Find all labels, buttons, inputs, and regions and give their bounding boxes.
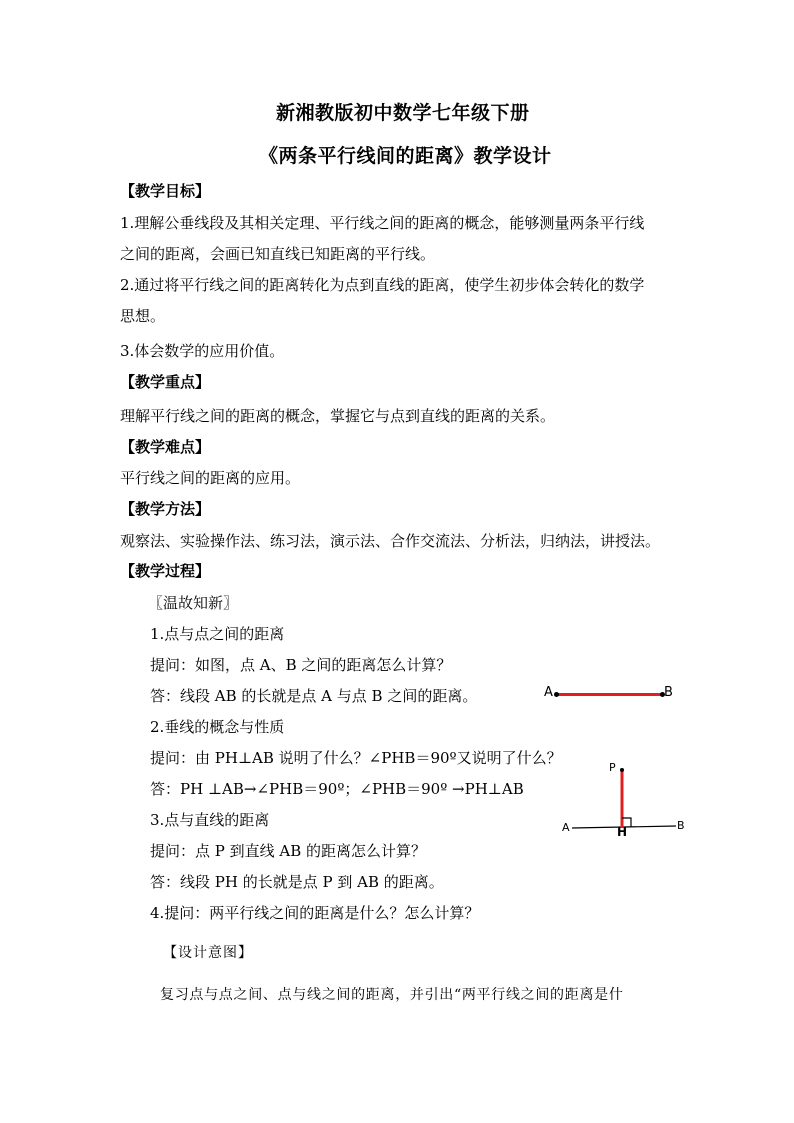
design-text: 复习点与点之间、点与线之间的距离，并引出“两平行线之间的距离是什 [160, 987, 624, 1003]
difficulty-heading: 【教学难点】 [120, 438, 211, 456]
point-h-label: H [617, 825, 628, 839]
point-b-label: B [664, 685, 673, 700]
method-text: 观察法、实验操作法、练习法，演示法、合作交流法、分析法，归纳法，讲授法。 [120, 532, 661, 550]
process-line: 3.点与直线的距离 [150, 811, 270, 829]
goals-line: 1.理解公垂线段及其相关定理、平行线之间的距离的概念，能够测量两条平行线 [120, 214, 645, 232]
goals-line: 之间的距离，会画已知直线已知距离的平行线。 [120, 245, 436, 263]
process-line: 答：线段 PH 的长就是点 P 到 AB 的距离。 [150, 873, 444, 891]
point-p-dot [620, 768, 624, 772]
process-line: 答：PH ⊥AB→∠PHB＝90º；∠PHB＝90º →PH⊥AB [150, 780, 524, 798]
process-heading: 【教学过程】 [120, 562, 211, 580]
figure-perpendicular [560, 760, 690, 840]
doc-title: 新湘教版初中数学七年级下册 [276, 102, 530, 124]
process-line: 答：线段 AB 的长就是点 A 与点 B 之间的距离。 [150, 687, 478, 705]
segment-ab [556, 693, 662, 696]
point-a-dot [554, 692, 559, 697]
goals-line: 2.通过将平行线之间的距离转化为点到直线的距离，使学生初步体会转化的数学 [120, 276, 645, 294]
difficulty-text: 平行线之间的距离的应用。 [120, 469, 301, 487]
point-b-label: B [677, 819, 685, 832]
point-p-label: P [609, 761, 616, 774]
key-heading: 【教学重点】 [120, 373, 211, 391]
process-line: 提问：点 P 到直线 AB 的距离怎么计算？ [150, 842, 427, 860]
review-label: 〖温故知新〗 [148, 594, 239, 612]
point-a-label: A [562, 821, 570, 834]
point-a-label: A [544, 685, 553, 700]
process-line: 2.垂线的概念与性质 [150, 718, 285, 736]
goals-line: 3.体会数学的应用价值。 [120, 342, 285, 360]
goals-line: 思想。 [120, 307, 166, 325]
process-line: 提问：如图，点 A、B 之间的距离怎么计算？ [150, 656, 452, 674]
key-text: 理解平行线之间的距离的概念，掌握它与点到直线的距离的关系。 [120, 407, 556, 425]
process-line: 4.提问：两平行线之间的距离是什么？怎么计算？ [150, 904, 480, 922]
method-heading: 【教学方法】 [120, 500, 211, 518]
goals-heading: 【教学目标】 [120, 182, 211, 200]
process-line: 提问：由 PH⊥AB 说明了什么？∠PHB＝90º又说明了什么？ [150, 749, 562, 767]
figure-segment-ab [540, 683, 680, 707]
process-line: 1.点与点之间的距离 [150, 625, 285, 643]
design-heading: 【设计意图】 [163, 945, 253, 961]
doc-subtitle: 《两条平行线间的距离》教学设计 [259, 145, 552, 167]
